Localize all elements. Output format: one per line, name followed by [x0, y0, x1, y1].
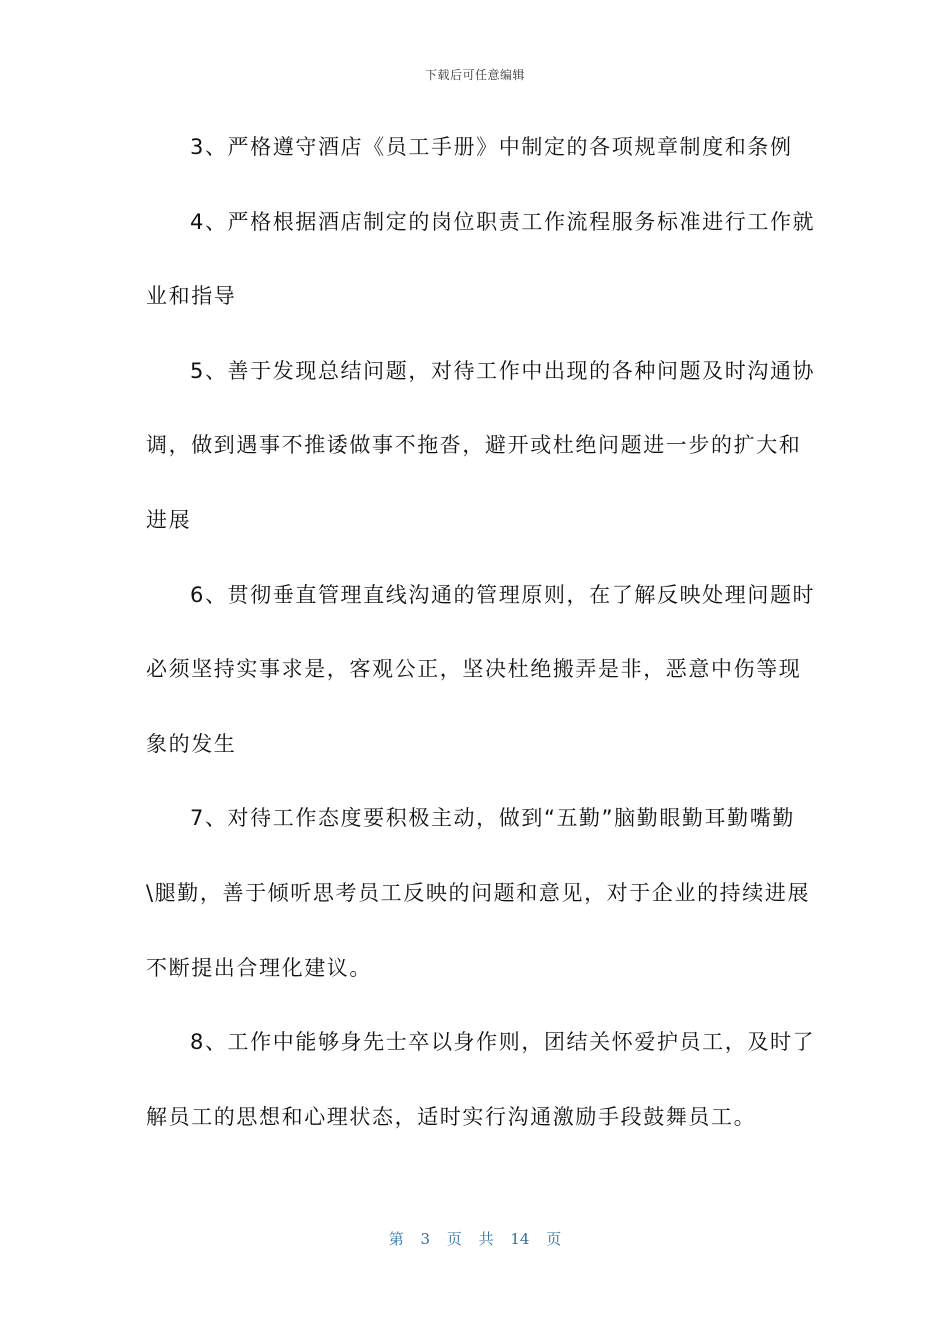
paragraph-line: \腿勤，善于倾听思考员工反映的问题和意见，对于企业的持续进展: [146, 880, 811, 905]
paragraph-line: 8、工作中能够身先士卒以身作则，团结关怀爱护员工，及时了: [190, 1030, 816, 1055]
paragraph-line: 7、对待工作态度要积极主动，做到“五勤”脑勤眼勤耳勤嘴勤: [190, 806, 795, 831]
page-footer: [0, 1228, 950, 1249]
document-body: [146, 124, 816, 1168]
paragraph-line: 4、严格根据酒店制定的岗位职责工作流程服务标准进行工作就: [190, 209, 816, 234]
paragraph-line: 调，做到遇事不推诿做事不拖沓，避开或杜绝问题进一步的扩大和: [146, 433, 802, 458]
paragraph-line: 5、善于发现总结问题，对待工作中出现的各种问题及时沟通协: [190, 358, 816, 383]
page-number: 3: [420, 1230, 431, 1248]
paragraph-line: 解员工的思想和心理状态，适时实行沟通激励手段鼓舞员工。: [146, 1104, 757, 1129]
header-note: 下载后可任意编辑: [424, 68, 525, 82]
paragraph-line: 3、严格遵守酒店《员工手册》中制定的各项规章制度和条例: [190, 135, 793, 159]
paragraph-line: 进展: [146, 507, 192, 532]
paragraph-line: 象的发生: [146, 731, 237, 756]
paragraph-line: 不断提出合理化建议。: [146, 955, 372, 980]
page-prefix: 第: [388, 1230, 404, 1248]
page-total: 14: [510, 1230, 530, 1248]
paragraph-line: 6、贯彻垂直管理直线沟通的管理原则，在了解反映处理问题时: [190, 582, 816, 607]
page-middle: 页 共: [446, 1230, 494, 1248]
page-suffix: 页: [546, 1230, 562, 1248]
paragraph-line: 业和指导: [146, 284, 237, 309]
paragraph-line: 必须坚持实事求是，客观公正，坚决杜绝搬弄是非，恶意中伤等现: [146, 657, 802, 682]
